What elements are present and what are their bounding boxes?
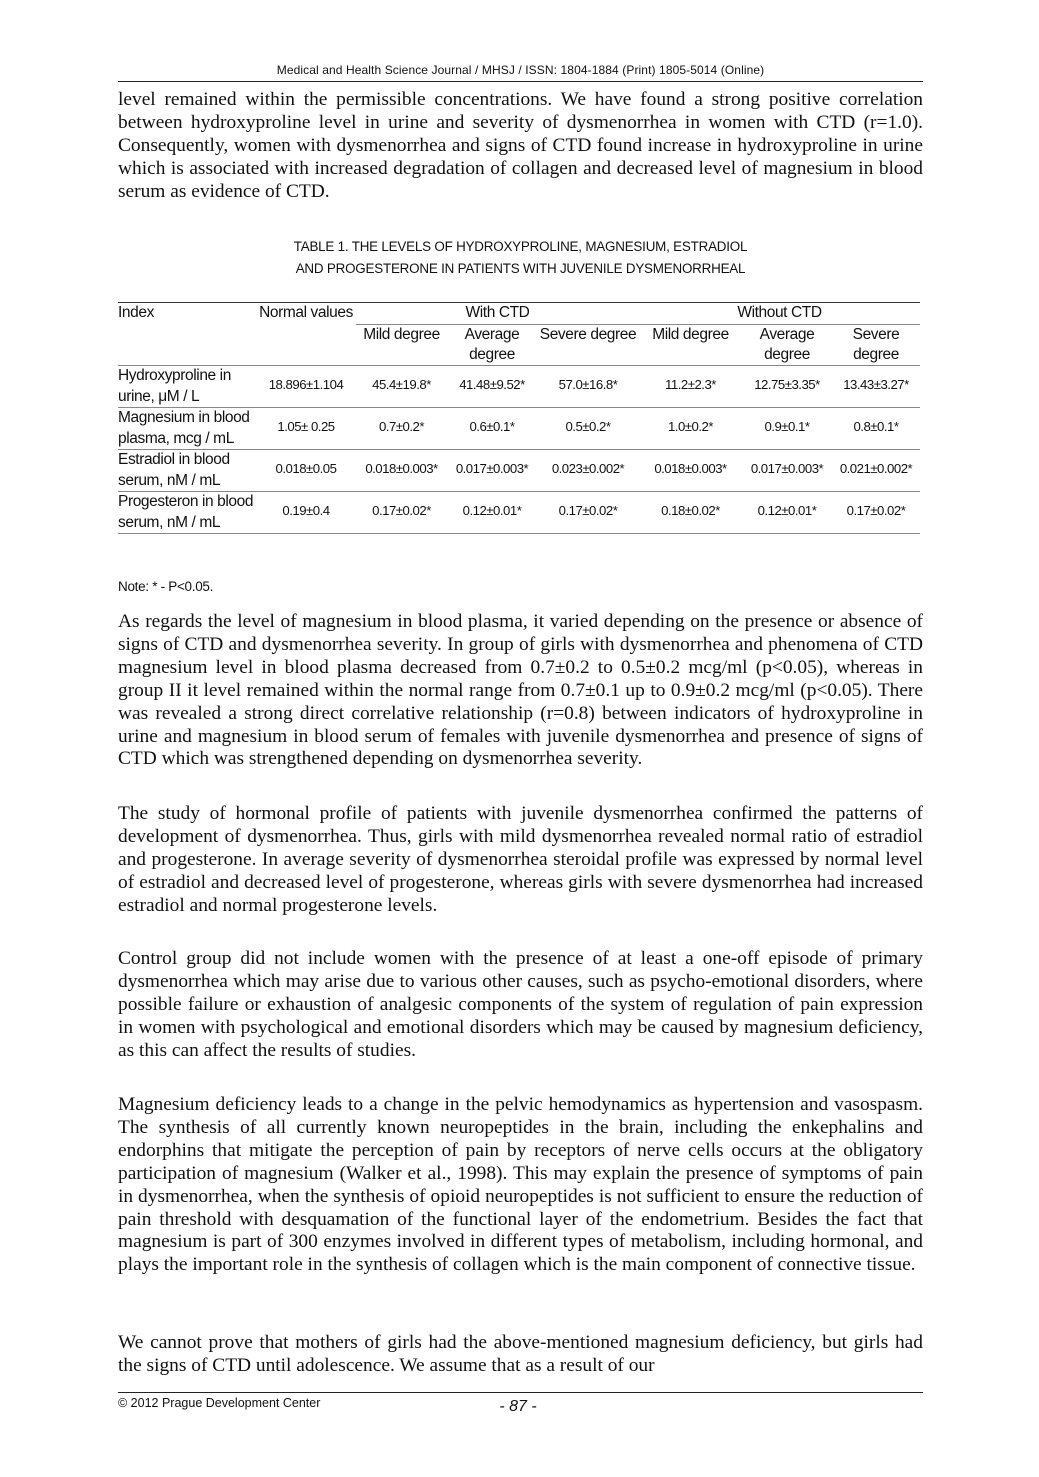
with-ctd-severe-cell: 0.17±0.02* — [558, 503, 618, 518]
table-caption-line-1: TABLE 1. THE LEVELS OF HYDROXYPROLINE, MAGNESIUM, ESTRADIOL — [293, 239, 748, 254]
with-ctd-average-cell: 0.12±0.01* — [462, 503, 522, 518]
normal-cell: 1.05± 0.25 — [277, 419, 335, 434]
table-note: Note: * - P<0.05. — [118, 579, 214, 594]
with-ctd-severe-cell: 0.5±0.2* — [565, 419, 611, 434]
without-ctd-mild-cell: 0.018±0.003* — [654, 461, 727, 476]
results-table — [118, 302, 920, 534]
with-ctd-average-cell: 0.017±0.003* — [455, 461, 529, 476]
header-normal-values: Normal values — [256, 303, 356, 366]
copyright-notice: © 2012 Prague Development Center — [118, 1396, 321, 1410]
paragraph-4: Control group did not include women with the presence of at least a one-off episode of primary dysmenorrhea which may arise due to various other causes, such as psycho-emotional disorders, where possible failure or exhaustion of analgesic components of the system of regulation of pain expression in women with psychological and emotional disorders which may be caused by magnesium deficiency, as this can affect the results of studies. — [118, 948, 923, 1061]
paragraph-1: level remained within the permissible concentrations. We have found a strong positive correlation between hydroxyproline level in urine and severity of dysmenorrhea in women with CTD (r=1.0). Consequently, women with dysmenorrhea and signs of CTD found increase in hydroxyproline in urine which is associated with increased degradation of collagen and decreased level of magnesium in blood serum as evidence of CTD. — [118, 89, 923, 202]
with-ctd-severe-cell: 0.023±0.002* — [551, 461, 625, 476]
without-ctd-mild-cell: 0.18±0.02* — [661, 503, 720, 518]
row-index-cell: Hydroxyproline in urine, μM / L — [118, 367, 231, 405]
table-caption — [118, 236, 923, 280]
row-index-cell: Magnesium in blood plasma, mcg / mL — [118, 409, 250, 447]
without-ctd-severe-cell: 0.8±0.1* — [853, 419, 899, 434]
row-index-cell: Estradiol in blood serum, nM / mL — [118, 451, 230, 489]
header-with-severe: Severe degree — [539, 325, 637, 343]
table-row — [118, 408, 920, 450]
without-ctd-severe-cell: 13.43±3.27* — [843, 377, 909, 392]
without-ctd-mild-cell: 11.2±2.3* — [665, 377, 716, 392]
without-ctd-average-cell: 12.75±3.35* — [754, 377, 820, 392]
table-row — [118, 492, 920, 534]
header-index: Index — [118, 303, 256, 366]
header-without-severe: Severe degree — [852, 325, 900, 363]
without-ctd-mild-cell: 1.0±0.2* — [667, 419, 714, 434]
with-ctd-mild-cell: 0.17±0.02* — [372, 503, 431, 518]
normal-cell: 0.19±0.4 — [282, 503, 330, 518]
paragraph-5: Magnesium deficiency leads to a change in the pelvic hemodynamics as hypertension and vasospasm. The synthesis of all currently known neuropeptides in the brain, including the enkephalins and endorphins that mitigate the perception of pain by receptors of nerve cells occurs at the obligatory participation of magnesium (Walker et al., 1998). This may explain the presence of symptoms of pain in dysmenorrhea, when the synthesis of opioid neuropeptides is not sufficient to ensure the reduction of pain threshold with desquamation of the functional layer of the endometrium. Besides the fact that magnesium is part of 300 enzymes involved in different types of metabolism, including hormonal, and plays the important role in the synthesis of collagen which is the main component of connective tissue. — [118, 1094, 923, 1276]
without-ctd-severe-cell: 0.021±0.002* — [839, 461, 913, 476]
without-ctd-average-cell: 0.12±0.01* — [757, 503, 817, 518]
header-with-mild: Mild degree — [363, 325, 440, 343]
with-ctd-average-cell: 41.48±9.52* — [459, 377, 525, 392]
paragraph-3: The study of hormonal profile of patients with juvenile dysmenorrhea confirmed the patterns of development of dysmenorrhea. Thus, girls with mild dysmenorrhea revealed normal ratio of estradiol and progesterone. In average severity of dysmenorrhea steroidal profile was expressed by normal level of estradiol and decreased level of progesterone, whereas girls with severe dysmenorrhea had increased estradiol and normal progesterone levels. — [118, 803, 923, 916]
table-caption-line-2: AND PROGESTERONE IN PATIENTS WITH JUVENILE DYSMENORRHEAL — [295, 261, 746, 276]
with-ctd-mild-cell: 0.7±0.2* — [378, 419, 425, 434]
without-ctd-average-cell: 0.9±0.1* — [764, 419, 810, 434]
header-with-ctd: With CTD — [356, 303, 639, 325]
header-without-ctd: Without CTD — [639, 303, 920, 325]
header-with-average: Average degree — [464, 325, 520, 363]
header-without-mild: Mild degree — [652, 325, 729, 343]
with-ctd-mild-cell: 0.018±0.003* — [365, 461, 438, 476]
header-rule — [118, 81, 923, 82]
paragraph-6: We cannot prove that mothers of girls had the above-mentioned magnesium deficiency, but girls had the signs of CTD until adolescence. We assume that as a result of our — [118, 1332, 923, 1376]
without-ctd-severe-cell: 0.17±0.02* — [846, 503, 906, 518]
table-row — [118, 366, 920, 408]
table-row — [118, 450, 920, 492]
header-without-average: Average degree — [759, 325, 815, 363]
page-number: - 87 - — [499, 1398, 537, 1415]
running-head: Medical and Health Science Journal / MHSJ / ISSN: 1804-1884 (Print) 1805-5014 (Online) — [276, 63, 765, 77]
with-ctd-mild-cell: 45.4±19.8* — [372, 377, 431, 392]
with-ctd-average-cell: 0.6±0.1* — [469, 419, 515, 434]
with-ctd-severe-cell: 57.0±16.8* — [558, 377, 618, 392]
without-ctd-average-cell: 0.017±0.003* — [750, 461, 824, 476]
row-index-cell: Progesteron in blood serum, nM / mL — [118, 493, 254, 531]
normal-cell: 18.896±1.104 — [268, 377, 344, 392]
paragraph-2: As regards the level of magnesium in blood plasma, it varied depending on the presence or absence of signs of CTD and dysmenorrhea severity. In group of girls with dysmenorrhea and phenomena of CTD magnesium level in blood plasma decreased from 0.7±0.2 to 0.5±0.2 mcg/ml (p<0.05), whereas in group II it level remained within the normal range from 0.7±0.1 up to 0.9±0.2 mcg/ml (p<0.05). There was revealed a strong direct correlative relationship (r=0.8) between indicators of hydroxyproline in urine and magnesium in blood serum of females with juvenile dysmenorrhea and presence of signs of CTD which was strengthened depending on dysmenorrhea severity. — [118, 611, 923, 770]
normal-cell: 0.018±0.05 — [275, 461, 337, 476]
footer-rule — [118, 1392, 923, 1393]
